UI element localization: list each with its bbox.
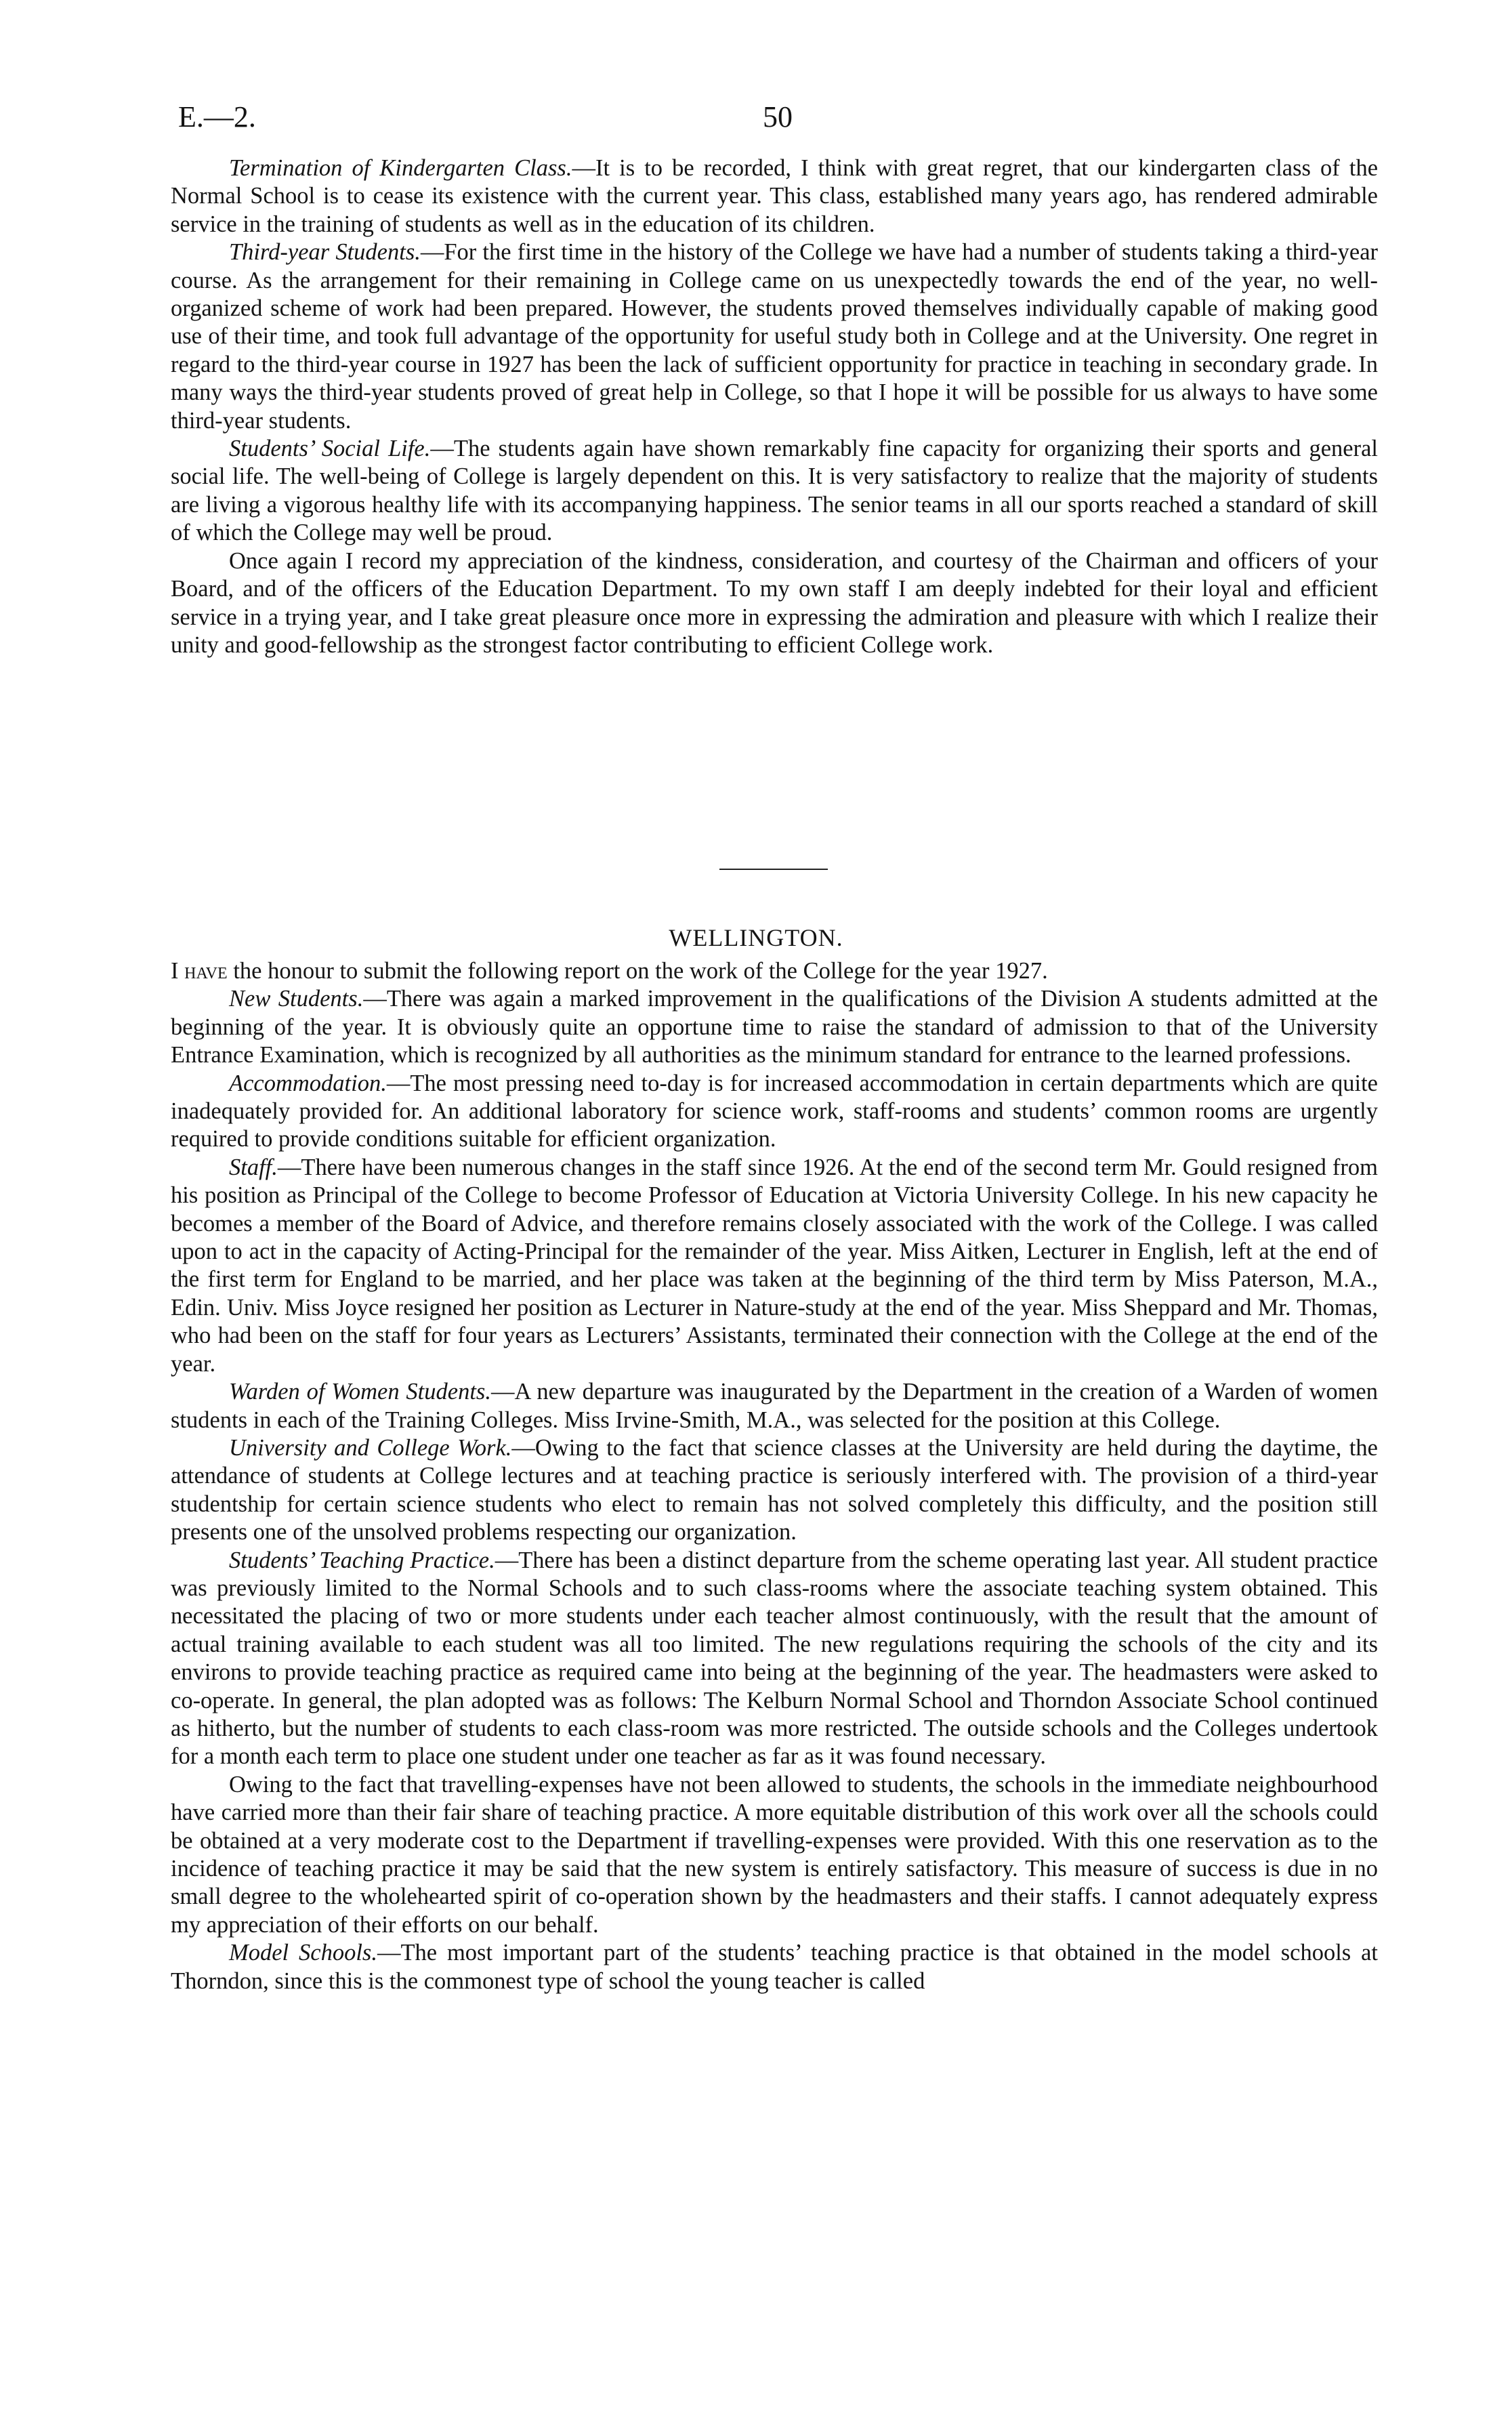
wellington-report (171, 957, 1378, 1995)
paragraph-text: —It is to be recorded, I think with great regret, that our kindergarten class of the Normal School is to cease its existence with the current year. This class, established many years ago, has rendered admirable service in the training of students as well as in the education of its children. (171, 155, 1379, 237)
paragraph-travelling (171, 1771, 1378, 1939)
christchurch-report-end (171, 154, 1378, 659)
paragraph-new-students (171, 985, 1378, 1069)
intro-smallcaps: I have (171, 958, 228, 984)
paragraph-text: —The most important part of the students’ teaching practice is that obtained in the model schools at Thorndon, since this is the commonest type of school the young teacher is called (171, 1940, 1378, 1994)
lead-heading: Warden of Women Students. (229, 1379, 491, 1405)
section-divider (719, 869, 828, 870)
section-title-wellington: WELLINGTON. (669, 924, 843, 951)
page-number: 50 (763, 100, 793, 133)
paragraph-warden (171, 1378, 1378, 1434)
paragraph-text: —There has been a distinct departure from the scheme operating last year. All student practice was previously limited to the Normal Schools and to such class-rooms where the associate teaching system obtained. This necessitated the placing of two or more students under each teacher almost continuously, with the result that the amount of actual training available to each student was all too limited. The new regulations requiring the schools of the city and its environs to provide teaching practice as required came into being at the beginning of the year. The headmasters were asked to co-operate. In general, the plan adopted was as follows: The Kelburn Normal School and Thorndon Associate School continued as hitherto, but the number of students to each class-room was more restricted. The outside schools and the Colleges undertook for a month each term to place one student under one teacher as far as it was found necessary. (171, 1547, 1378, 1770)
paragraph-text: Owing to the fact that travelling-expenses have not been allowed to students, the schools in the immediate neighbourhood have carried more than their fair share of teaching practice. A more equitable distribution of this work over all the schools could be obtained at a very moderate cost to the Department if travelling-expenses were provided. With this one reservation as to the incidence of teaching practice it may be said that the new system is entirely satisfactory. This measure of success is due in no small degree to the wholehearted spirit of co-operation shown by the headmasters and their staffs. I cannot adequately express my appreciation of their efforts on our behalf. (171, 1771, 1378, 1938)
lead-heading: Third-year Students. (229, 239, 421, 266)
lead-heading: Staff. (229, 1154, 278, 1180)
paragraph-text: —There was again a marked improvement in the qualifications of the Division A students admitted at the beginning of the year. It is obviously quite an opportune time to raise the standard of admission to that of the University Entrance Examination, which is recognized by all authorities as the minimum standard for entrance to the learned professions. (171, 986, 1378, 1068)
page-header (178, 100, 1377, 141)
paragraph-closing (171, 547, 1378, 660)
paragraph-text: Once again I record my appreciation of the kindness, consideration, and courtesy of the Chairman and officers of your Board, and of the officers of the Education Department. To my own staff I am deeply indebted for their loyal and efficient service in a trying year, and I take great pleasure once more in expressing the admiration and pleasure with which I realize their unity and good-fellowship as the strongest factor contributing to efficient College work. (171, 547, 1378, 658)
paragraph-accommodation (171, 1070, 1378, 1154)
lead-heading: University and College Work. (229, 1434, 512, 1461)
paragraph-text: the honour to submit the following report on the work of the College for the year 1927. (227, 958, 1048, 984)
paragraph-teaching-practice (171, 1547, 1378, 1771)
paragraph-social-life (171, 435, 1378, 547)
lead-heading: Accommodation. (229, 1070, 387, 1096)
paragraph-text: —Owing to the fact that science classes at the University are held during the daytime, the attendance of students at College lectures and at teaching practice is seriously interfered with. The provision of a third-year studentship for certain science students who elect to remain has not solved completely this difficulty, and the position still presents one of the unsolved problems respecting our organization. (171, 1434, 1378, 1545)
paragraph-text: —The students again have shown remarkably fine capacity for organizing their sports and general social life. The well-being of College is largely dependent on this. It is very satisfactory to realize that the majority of students are living a vigorous healthy life with its accompanying happiness. The senior teams in all our sports reached a standard of skill of which the College may well be proud. (171, 436, 1378, 546)
paragraph-university-work (171, 1434, 1378, 1547)
paragraph-text: —There have been numerous changes in the staff since 1926. At the end of the second term Mr. Gould resigned from his position as Principal of the College to become Professor of Education at Victoria University College. In his new capacity he becomes a member of the Board of Advice, and therefore remains closely associated with the work of the College. I was called upon to act in the capacity of Acting-Principal for the remainder of the year. Miss Aitken, Lecturer in English, left at the end of the first term for England to be married, and her place was taken at the beginning of the third term by Miss Paterson, M.A., Edin. Univ. Miss Joyce resigned her position as Lecturer in Nature-study at the end of the year. Miss Sheppard and Mr. Thomas, who had been on the staff for four years as Lecturers’ Assistants, terminated their connection with the College at the end of the year. (171, 1154, 1378, 1377)
lead-heading: Model Schools. (229, 1940, 377, 1966)
paragraph-text: —For the first time in the history of the College we have had a number of students taking a third-year course. As the arrangement for their remaining in College came on us unexpectedly towards the end of the year, no well-organized scheme of work had been prepared. However, the students proved themselves individually capable of making good use of their time, and took full advantage of the opportunity for useful study both in College and at the University. One regret in regard to the third-year course in 1927 has been the lack of sufficient opportunity for practice in teaching in secondary grade. In many ways the third-year students proved of great help in College, so that I hope it will be possible for us always to have some third-year students. (171, 239, 1378, 434)
lead-heading: Students’ Teaching Practice. (229, 1547, 495, 1573)
paragraph-text: —The most pressing need to-day is for increased accommodation in certain departments which are quite inadequately provided for. An additional laboratory for science work, staff-rooms and students’ common rooms are urgently required to provide conditions suitable for efficient organization. (171, 1070, 1378, 1152)
paragraph-text: —A new departure was inaugurated by the Department in the creation of a Warden of women students in each of the Training Colleges. Miss Irvine-Smith, M.A., was selected for the position at this College. (171, 1379, 1378, 1433)
paragraph-staff (171, 1154, 1378, 1378)
paragraph-kindergarten (171, 154, 1378, 238)
lead-heading: New Students. (229, 986, 364, 1012)
paragraph-third-year (171, 238, 1378, 435)
lead-heading: Students’ Social Life. (229, 436, 431, 462)
parliamentary-paper-code: E.—2. (178, 100, 256, 133)
paragraph-intro (171, 957, 1378, 985)
lead-heading: Termination of Kindergarten Class. (229, 155, 572, 181)
paragraph-model-schools (171, 1939, 1378, 1995)
